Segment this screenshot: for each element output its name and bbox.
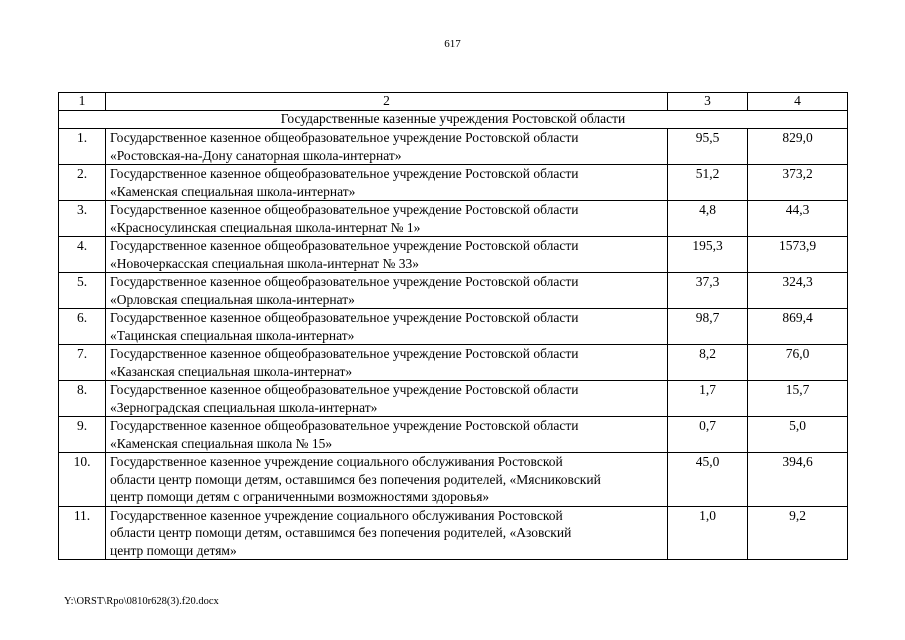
allocation-table [58, 92, 848, 560]
value-column-3: 195,3 [668, 237, 748, 273]
institution-name [106, 417, 668, 453]
institution-name [106, 309, 668, 345]
institution-name-line: Государственное казенное общеобразовательное учреждение Ростовской области [110, 130, 579, 145]
row-number: 10. [59, 453, 106, 507]
institution-name-line: центр помощи детям» [110, 542, 237, 558]
institution-name-line: области центр помощи детям, оставшимся без попечения родителей, «Азовский [110, 525, 572, 540]
institution-name [106, 129, 668, 165]
institution-name-line: «Новочеркасская специальная школа-интернат № 33» [110, 255, 419, 271]
value-column-3: 1,7 [668, 381, 748, 417]
institution-name-line: Государственное казенное учреждение социального обслуживания Ростовской [110, 454, 563, 469]
institution-name [106, 345, 668, 381]
value-column-4: 1573,9 [748, 237, 848, 273]
value-column-3: 1,0 [668, 506, 748, 560]
table-row [59, 309, 848, 345]
column-number-2: 2 [106, 93, 668, 111]
institution-name [106, 201, 668, 237]
value-column-4: 829,0 [748, 129, 848, 165]
value-column-3: 4,8 [668, 201, 748, 237]
table-row [59, 506, 848, 560]
value-column-4: 76,0 [748, 345, 848, 381]
value-column-3: 37,3 [668, 273, 748, 309]
value-column-4: 324,3 [748, 273, 848, 309]
row-number: 7. [59, 345, 106, 381]
institution-name-line: Государственное казенное общеобразовательное учреждение Ростовской области [110, 382, 579, 397]
institution-name-line: Государственное казенное общеобразовательное учреждение Ростовской области [110, 238, 579, 253]
institution-name-line: «Зерноградская специальная школа-интернат» [110, 399, 378, 415]
value-column-4: 5,0 [748, 417, 848, 453]
row-number: 8. [59, 381, 106, 417]
table-row [59, 345, 848, 381]
row-number: 6. [59, 309, 106, 345]
section-title-row [59, 111, 848, 129]
value-column-4: 9,2 [748, 506, 848, 560]
table-row [59, 201, 848, 237]
institution-name-line: «Красносулинская специальная школа-интернат № 1» [110, 219, 421, 235]
institution-name-line: «Каменская специальная школа № 15» [110, 435, 333, 451]
institution-name [106, 381, 668, 417]
institution-name-line: «Каменская специальная школа-интернат» [110, 183, 356, 199]
footer-file-path: Y:\ORST\Rpo\0810r628(3).f20.docx [64, 596, 219, 607]
table-row [59, 273, 848, 309]
institution-name [106, 506, 668, 560]
row-number: 9. [59, 417, 106, 453]
institution-name-line: Государственное казенное общеобразовательное учреждение Ростовской области [110, 310, 579, 325]
institution-name-line: Государственное казенное общеобразовательное учреждение Ростовской области [110, 418, 579, 433]
row-number: 2. [59, 165, 106, 201]
row-number: 3. [59, 201, 106, 237]
value-column-3: 95,5 [668, 129, 748, 165]
value-column-3: 45,0 [668, 453, 748, 507]
institution-name-line: центр помощи детям с ограниченными возможностями здоровья» [110, 489, 490, 504]
institution-name-line: Государственное казенное общеобразовательное учреждение Ростовской области [110, 346, 579, 361]
value-column-4: 373,2 [748, 165, 848, 201]
page-number: 617 [444, 38, 461, 50]
institution-name-line: «Тацинская специальная школа-интернат» [110, 327, 355, 343]
institution-name [106, 453, 668, 507]
row-number: 4. [59, 237, 106, 273]
institution-name [106, 273, 668, 309]
value-column-3: 51,2 [668, 165, 748, 201]
table-row [59, 453, 848, 507]
value-column-4: 869,4 [748, 309, 848, 345]
institution-name [106, 237, 668, 273]
table-row [59, 381, 848, 417]
table-row [59, 237, 848, 273]
institution-name-line: области центр помощи детям, оставшимся без попечения родителей, «Мясниковский [110, 471, 601, 487]
institution-name-line: «Орловская специальная школа-интернат» [110, 291, 355, 307]
institution-name [106, 165, 668, 201]
row-number: 5. [59, 273, 106, 309]
institution-name-line: «Ростовская-на-Дону санаторная школа-интернат» [110, 147, 402, 163]
institution-name-line: Государственное казенное общеобразовательное учреждение Ростовской области [110, 274, 579, 289]
table-row [59, 417, 848, 453]
row-number: 1. [59, 129, 106, 165]
column-number-4: 4 [748, 93, 848, 111]
column-number-1: 1 [59, 93, 106, 111]
column-number-3: 3 [668, 93, 748, 111]
row-number: 11. [59, 506, 106, 560]
institution-name-line: «Казанская специальная школа-интернат» [110, 363, 353, 379]
value-column-4: 394,6 [748, 453, 848, 507]
column-number-row [59, 93, 848, 111]
section-title: Государственные казенные учреждения Ростовской области [59, 111, 848, 129]
table-row [59, 165, 848, 201]
value-column-3: 0,7 [668, 417, 748, 453]
value-column-3: 98,7 [668, 309, 748, 345]
institution-name-line: Государственное казенное учреждение социального обслуживания Ростовской [110, 507, 563, 523]
institution-name-line: Государственное казенное общеобразовательное учреждение Ростовской области [110, 202, 579, 217]
table-row [59, 129, 848, 165]
value-column-3: 8,2 [668, 345, 748, 381]
value-column-4: 44,3 [748, 201, 848, 237]
value-column-4: 15,7 [748, 381, 848, 417]
institution-name-line: Государственное казенное общеобразовательное учреждение Ростовской области [110, 166, 579, 181]
